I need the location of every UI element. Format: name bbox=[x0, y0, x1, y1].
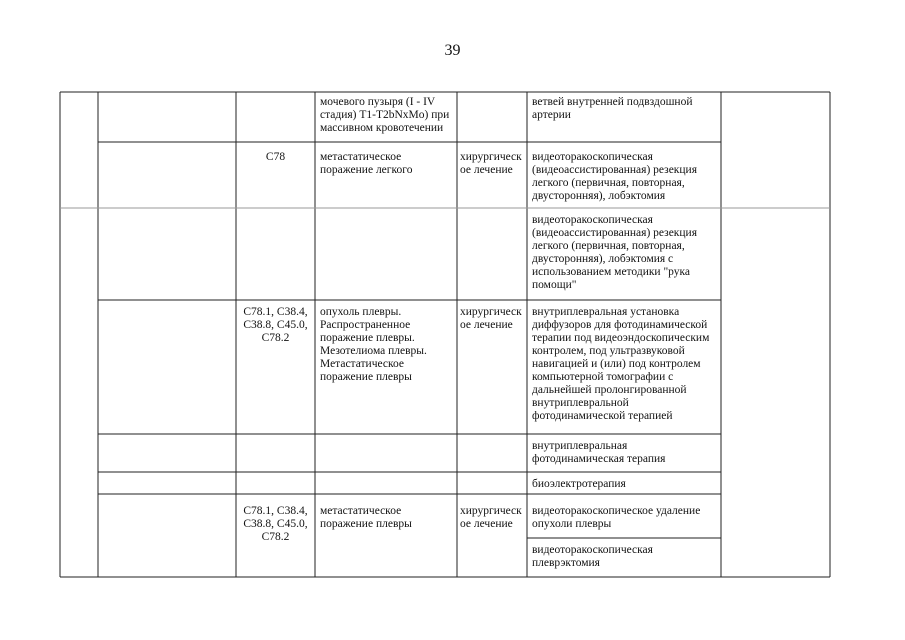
method-cell: внутриплевральная установка диффузоров для фотодинамической терапии под видеоэндоскопическим контролем, под ультразвуковой навигацией и (или) под контролем компьютерной томографии с дальнейшей пролонгированной внутриплевральной фотодинамической терапией bbox=[532, 306, 710, 422]
treatment-cell: хирургическ ое лечение bbox=[460, 151, 522, 176]
code-cell: C78.1, C38.4, C38.8, C45.0, C78.2 bbox=[243, 306, 308, 344]
page-number: 39 bbox=[444, 42, 461, 59]
diagnosis-cell: опухоль плевры. Распространенное поражение плевры. Мезотелиома плевры. Метастатическое поражение плевры bbox=[320, 306, 427, 383]
method-cell: видеоторакоскопическая (видеоассистированная) резекция легкого (первичная, повторная, двусторонняя), лобэктомия bbox=[532, 151, 697, 202]
code-cell: C78 bbox=[265, 151, 286, 163]
method-cell: видеоторакоскопическая плеврэктомия bbox=[532, 544, 653, 569]
method-cell: видеоторакоскопическая (видеоассистированная) резекция легкого (первичная, повторная, двусторонняя), лобэктомия с использованием методики "рука помощи" bbox=[532, 214, 697, 291]
method-cell: ветвей внутренней подвздошной артерии bbox=[532, 96, 693, 121]
diagnosis-cell: метастатическое поражение плевры bbox=[320, 505, 412, 530]
diagnosis-cell: метастатическое поражение легкого bbox=[320, 151, 413, 176]
code-cell: C78.1, C38.4, C38.8, C45.0, C78.2 bbox=[243, 505, 308, 543]
treatment-cell: хирургическ ое лечение bbox=[460, 306, 522, 331]
method-cell: биоэлектротерапия bbox=[532, 478, 626, 490]
method-cell: видеоторакоскопическое удаление опухоли плевры bbox=[532, 505, 701, 530]
method-cell: внутриплевральная фотодинамическая терапия bbox=[532, 440, 666, 465]
treatment-cell: хирургическ ое лечение bbox=[460, 505, 522, 530]
diagnosis-cell: мочевого пузыря (I - IV стадия) T1-T2bNxMo) при массивном кровотечении bbox=[320, 96, 450, 134]
